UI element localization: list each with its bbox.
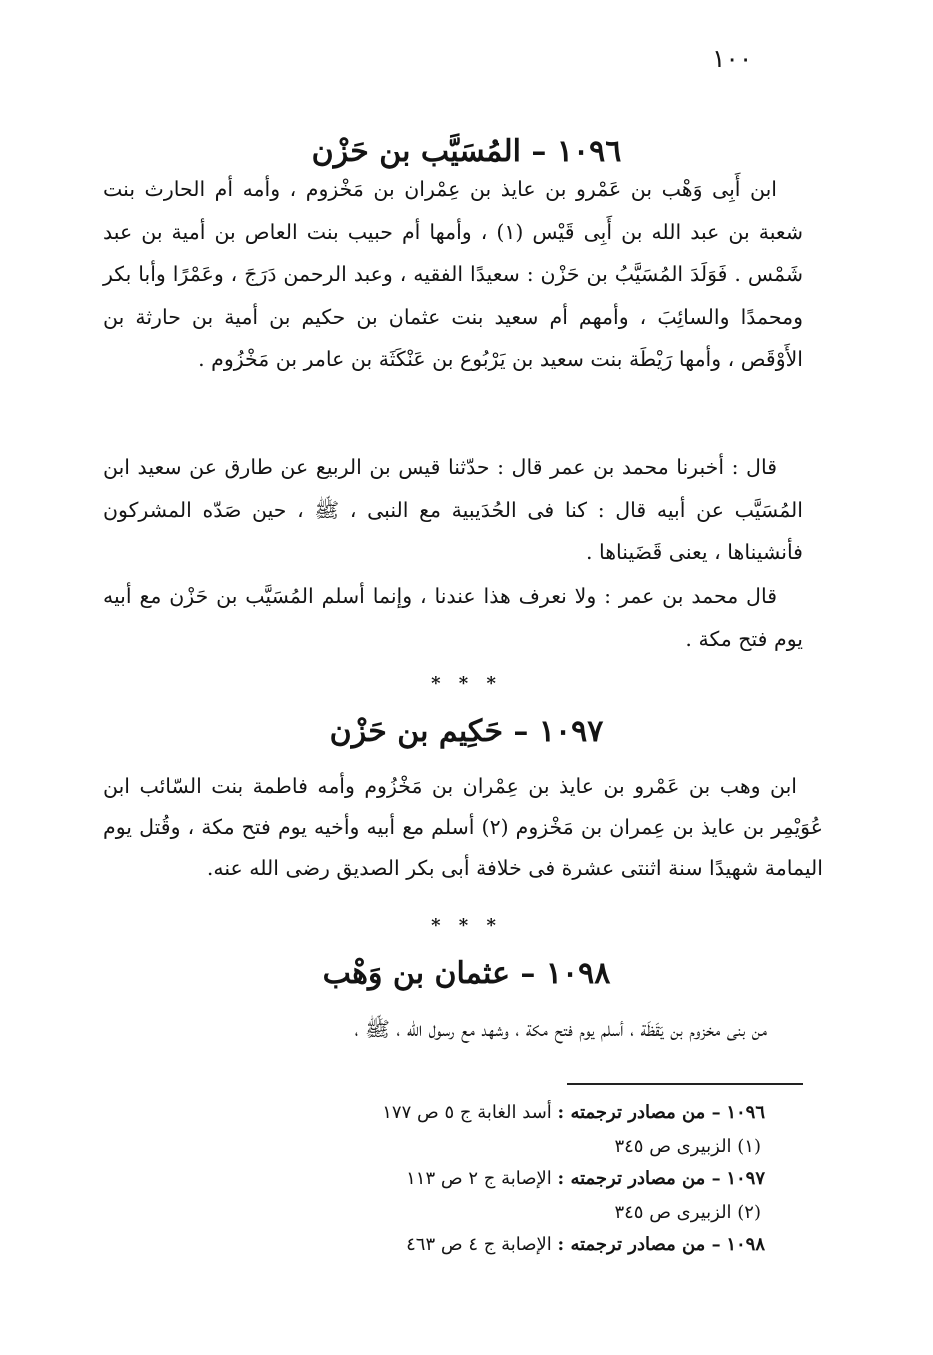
footnote-1098-sources xyxy=(406,1228,765,1262)
page-number: ١٠٠ xyxy=(712,44,753,73)
footnote-1097-sources xyxy=(406,1162,765,1196)
footnote-1 xyxy=(614,1130,761,1164)
footnote-entry-number: ١٠٩٦ xyxy=(726,1102,765,1123)
footnote-divider xyxy=(567,1083,803,1085)
footnote-entry-number: ١٠٩٧ xyxy=(726,1168,765,1189)
footnote-entry-number: ١٠٩٨ xyxy=(726,1234,765,1255)
entry-1096-paragraph-3: قال محمد بن عمر : ولا نعرف هذا عندنا ، وإنما أسلم المُسَيَّب بن حَزْن مع أبيه يوم فتح مكة . xyxy=(103,584,803,651)
entry-1097-paragraph-1: ابن وهب بن عَمْرو بن عايذ بن عِمْران بن مَخْزُوم وأمه فاطمة بنت السّائب ابن عُوَيْمِر بن عايذ بن عِمران بن مَخْزوم (٢) أسلم مع أبيه وأخيه يوم فتح مكة ، وقُتل يوم اليمامة شهيدًا سنة اثنتى عشرة فى خلافة أبى بكر الصديق رضى الله عنه. xyxy=(103,774,823,880)
footnote-text: أسد الغابة ج ٥ ص ١٧٧ xyxy=(382,1102,552,1123)
section-separator: * * * xyxy=(431,673,502,694)
footnote-text: (١) الزبيرى ص ٣٤٥ xyxy=(614,1136,761,1157)
footnote-text: (٢) الزبيرى ص ٣٤٥ xyxy=(614,1202,761,1223)
footnote-1096-sources xyxy=(382,1096,765,1130)
entry-1098-paragraph-1: من بنى مخزوم بن يَقَظَة ، أسلم يوم فتح مكة ، وشهد مع رسول الله ، ﷺ ، xyxy=(354,1017,767,1041)
entry-1096-paragraph-2: قال : أخبرنا محمد بن عمر قال : حدّثنا قيس بن الربيع عن طارق عن سعيد ابن المُسَيَّب عن أبيه قال : كنا فى الحُدَيبية مع النبى ، ﷺ ، حين صَدّه المشركون فأنشيناها ، يعنى قَضَيناها . xyxy=(103,455,803,564)
footnote-label: – من مصادر ترجمته : xyxy=(557,1168,721,1189)
entry-title-1096: ١٠٩٦ – المُسَيَّب بن حَزْن xyxy=(311,134,622,169)
footnote-label: – من مصادر ترجمته : xyxy=(557,1102,721,1123)
footnote-text: الإصابة ج ٤ ص ٤٦٣ xyxy=(406,1234,552,1255)
entry-1096-paragraph-1: ابن أَبِى وَهْب بن عَمْرو بن عايذ بن عِمْران بن مَخْزوم ، وأمه أم الحارث بنت شعبة بن عبد الله بن أَبِى قَيْس (١) ، وأمها أم حبيب بنت العاص بن أمية بن عبد شَمْس . فَوَلَدَ المُسَيَّبُ بن حَزْن : سعيدًا الفقيه ، وعبد الرحمن دَرَجَ ، وعَمْرًا وأبا بكر ومحمدًا والسائِبَ ، وأمهم أم سعيد بنت عثمان بن حكيم بن أمية بن حارثة بن الأَوْقَص ، وأمها رَيْطَة بنت سعيد بن يَرْبُوع بن عَنْكَثَة بن عامر بن مَخْزُوم . xyxy=(103,177,803,371)
footnote-label: – من مصادر ترجمته : xyxy=(557,1234,721,1255)
footnote-text: الإصابة ج ٢ ص ١١٣ xyxy=(406,1168,552,1189)
section-separator: * * * xyxy=(431,915,502,936)
entry-title-1098: ١٠٩٨ – عثمان بن وَهْب xyxy=(322,956,611,991)
entry-title-1097: ١٠٩٧ – حَكِيم بن حَزْن xyxy=(329,714,604,749)
footnote-2 xyxy=(614,1196,761,1230)
